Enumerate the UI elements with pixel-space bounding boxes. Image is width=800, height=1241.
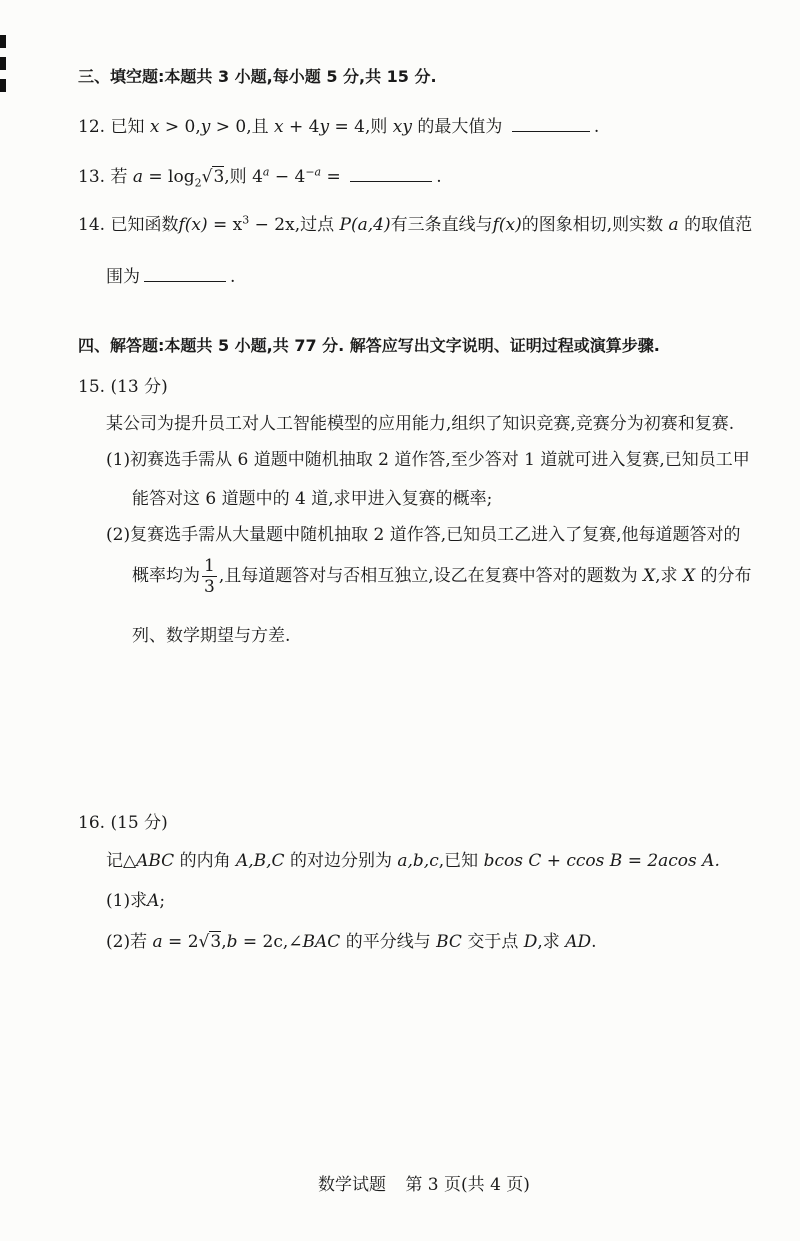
q12-text: 已知 xyxy=(110,117,145,137)
segment-ad: AD xyxy=(565,932,592,952)
q15-text: 概率均为 xyxy=(132,566,200,586)
page-footer xyxy=(318,1170,530,1195)
question-number: 12. xyxy=(78,117,106,137)
formula: bcos C + ccos B = 2acos A. xyxy=(483,851,720,871)
section-4-header: 四、解答题:本题共 5 小题,共 77 分. 解答应写出文字说明、证明过程或演算步骤. xyxy=(78,336,660,355)
q16-text: ,求 xyxy=(537,932,560,952)
question-16-part-1 xyxy=(106,886,165,911)
q16-text: (2)若 xyxy=(106,932,148,952)
q12-op: = 4,则 xyxy=(329,117,388,137)
q14-text: 的图象相切,则实数 xyxy=(521,215,664,235)
q13-op: = log xyxy=(143,167,195,187)
question-14-line-2 xyxy=(106,262,235,287)
q15-text: ,求 xyxy=(655,566,678,586)
q14-text: 有三条直线与 xyxy=(390,215,493,235)
var-xy: xy xyxy=(392,117,412,137)
q12-op: > 0, xyxy=(159,117,201,137)
var-b: b xyxy=(226,932,238,952)
q12-op: > 0,且 xyxy=(210,117,269,137)
q16-text: . xyxy=(591,932,597,952)
question-16-number: 16. (15 分) xyxy=(78,813,168,833)
var-y: y xyxy=(319,117,330,137)
q16-text: 的平分线与 xyxy=(345,932,431,952)
var-X: X xyxy=(643,566,656,586)
var-a: a xyxy=(132,167,143,187)
triangle-name: ABC xyxy=(136,851,175,871)
sides: a,b,c xyxy=(397,851,439,871)
question-12 xyxy=(78,112,599,137)
fraction-one-third xyxy=(202,556,217,597)
q16-text: (1)求 xyxy=(106,891,148,911)
q16-op: = 2c,∠ xyxy=(237,932,303,952)
var-X: X xyxy=(682,566,696,586)
question-15-number: 15. (13 分) xyxy=(78,377,168,397)
q13-end: . xyxy=(436,167,442,187)
q14-text: 的取值范 xyxy=(684,215,753,235)
q14-op: = x xyxy=(207,215,243,235)
q14-end: . xyxy=(230,267,236,287)
q14-text: − 2x,过点 xyxy=(249,215,335,235)
question-13: 13. 若 $a = \log_2√3$,则 $4^a - 4^{-a}$ = . xyxy=(78,165,442,190)
var-a: a xyxy=(152,932,163,952)
q16-text: 交于点 xyxy=(467,932,519,952)
question-15-part-2-end: 列、数学期望与方差. xyxy=(132,626,291,646)
log-base: 2 xyxy=(194,176,202,190)
question-16-intro xyxy=(106,846,720,871)
q13-op: = xyxy=(321,167,341,187)
exponent: 3 xyxy=(242,213,250,227)
sqrt-radicand: 3 xyxy=(210,932,222,952)
fraction-denominator: 3 xyxy=(204,577,215,597)
answer-blank[interactable] xyxy=(144,265,226,282)
question-16-part-2: (2)若 a = 2√3,b = 2c,∠BAC 的平分线与 BC 交于点 D,求 AD. xyxy=(106,932,597,952)
var-a: a xyxy=(668,215,679,235)
q16-text: 的对边分别为 xyxy=(289,851,392,871)
section-3-header: 三、填空题:本题共 3 小题,每小题 5 分,共 15 分. xyxy=(78,67,437,86)
q16-text: ; xyxy=(159,891,166,911)
question-15-part-2-cont xyxy=(132,556,751,597)
func-f: f(x) xyxy=(492,215,522,235)
q12-op: + 4 xyxy=(283,117,320,137)
exponent: a xyxy=(262,165,270,179)
question-15-intro: 某公司为提升员工对人工智能模型的应用能力,组织了知识竞赛,竞赛分为初赛和复赛. xyxy=(106,414,735,434)
angle-bac: BAC xyxy=(302,932,341,952)
question-15-part-1: (1)初赛选手需从 6 道题中随机抽取 2 道作答,至少答对 1 道就可进入复赛,已知员工甲 xyxy=(106,450,750,470)
q16-text: 的内角 xyxy=(179,851,231,871)
question-15-part-1-cont: 能答对这 6 道题中的 4 道,求甲进入复赛的概率; xyxy=(132,489,493,509)
q13-text: ,则 4 xyxy=(224,167,263,187)
point-p: P(a,4) xyxy=(339,215,391,235)
q14-text: 围为 xyxy=(106,267,140,287)
var-x: x xyxy=(274,117,284,137)
q13-op: − 4 xyxy=(269,167,306,187)
question-15-part-2: (2)复赛选手需从大量题中随机抽取 2 道作答,已知员工乙进入了复赛,他每道题答对的 xyxy=(106,525,741,545)
question-14 xyxy=(78,210,752,235)
footer-page-number: 第 3 页(共 4 页) xyxy=(405,1175,530,1195)
q15-text: ,且每道题答对与否相互独立,设乙在复赛中答对的题数为 xyxy=(218,566,638,586)
q12-end: . xyxy=(593,117,600,137)
segment-bc: BC xyxy=(436,932,462,952)
question-number: 13. xyxy=(78,167,106,187)
q12-text: 的最大值为 xyxy=(417,117,503,137)
q16-op: , xyxy=(221,932,227,952)
q14-text: 已知函数 xyxy=(110,215,179,235)
var-y: y xyxy=(200,117,211,137)
exponent: −a xyxy=(305,165,322,179)
answer-blank[interactable] xyxy=(512,115,590,132)
q13-text: 若 xyxy=(110,167,128,187)
q15-text: 的分布 xyxy=(700,566,752,586)
var-x: x xyxy=(149,117,160,137)
angles: A,B,C xyxy=(235,851,285,871)
scan-edge-marks xyxy=(0,35,6,101)
answer-blank[interactable] xyxy=(350,165,432,182)
sqrt-radicand: 3 xyxy=(213,167,225,187)
q16-op: = 2 xyxy=(162,932,199,952)
fraction-numerator: 1 xyxy=(204,556,215,576)
q16-text: ,已知 xyxy=(438,851,479,871)
q16-text: 记△ xyxy=(106,851,137,871)
func-f: f(x) xyxy=(178,215,208,235)
var-A: A xyxy=(147,891,160,911)
point-d: D xyxy=(523,932,538,952)
question-number: 14. xyxy=(78,215,106,235)
footer-subject: 数学试题 xyxy=(318,1175,386,1195)
